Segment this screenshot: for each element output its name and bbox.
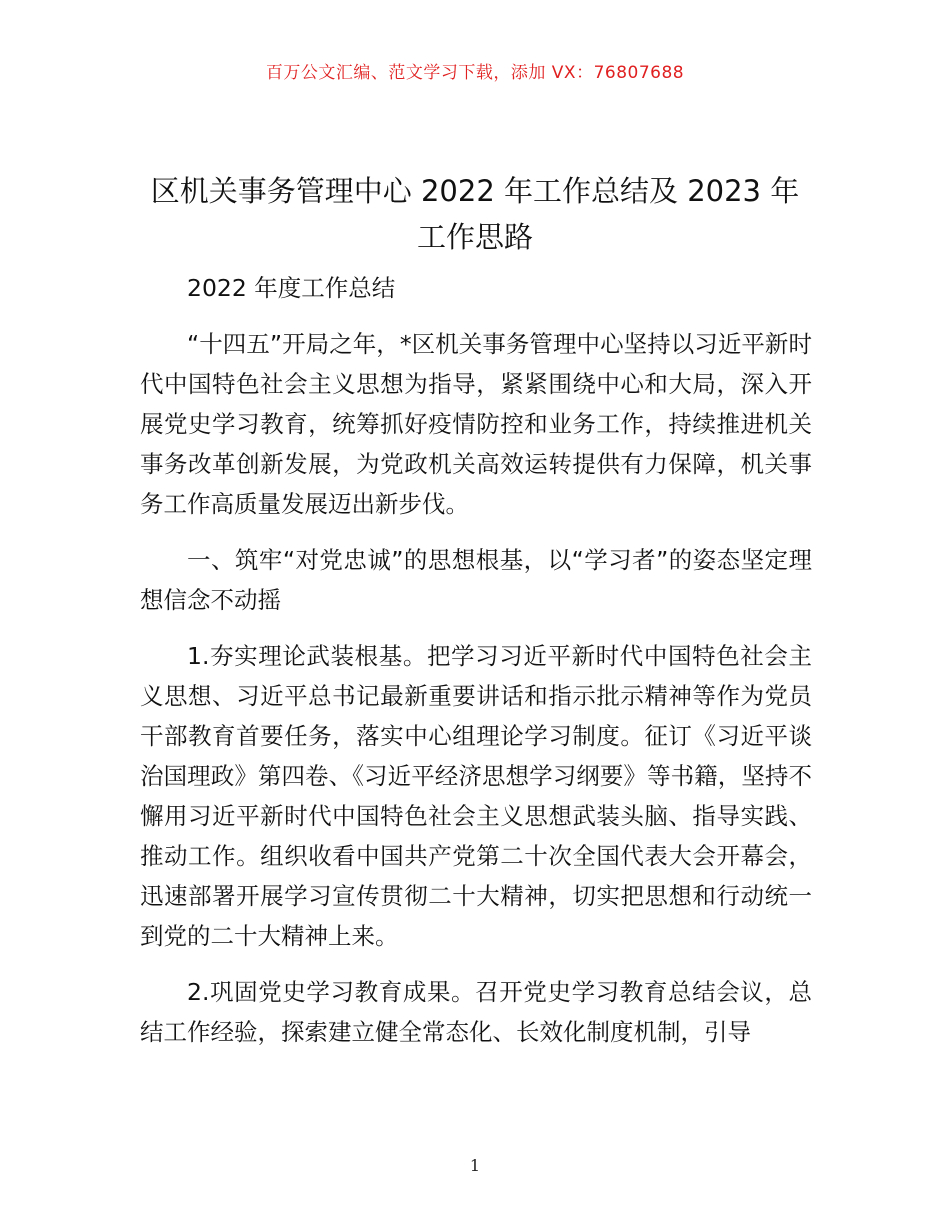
section-heading-one: 一、筑牢“对党忠诚”的思想根基，以“学习者”的姿态坚定理想信念不动摇 xyxy=(140,546,812,614)
page-number: 1 xyxy=(469,1156,481,1175)
paragraph-item-2: 2.巩固党史学习教育成果。召开党史学习教育总结会议，总结工作经验，探索建立健全常态化、长效化制度机制，引导 xyxy=(140,978,812,1046)
paragraph-item-1: 1.夯实理论武装根基。把学习习近平新时代中国特色社会主义思想、习近平总书记最新重要讲话和指示批示精神等作为党员干部教育首要任务，落实中心组理论学习制度。征订《习近平谈治国理政》第四卷、《习近平经济思想学习纲要》等书籍，坚持不懈用习近平新时代中国特色社会主义思想武装头脑、指导实践、推动工作。组织收看中国共产党第二十次全国代表大会开幕会，迅速部署开展学习宣传贯彻二十大精神，切实把思想和行动统一到党的二十大精神上来。 xyxy=(140,642,812,950)
intro-paragraph: “十四五”开局之年，*区机关事务管理中心坚持以习近平新时代中国特色社会主义思想为指导，紧紧围绕中心和大局，深入开展党史学习教育，统筹抓好疫情防控和业务工作，持续推进机关事务改革创新发展，为党政机关高效运转提供有力保障，机关事务工作高质量发展迈出新步伐。 xyxy=(140,330,812,518)
watermark-header: 百万公文汇编、范文学习下载，添加 VX：76807688 xyxy=(265,63,685,83)
document-title: 区机关事务管理中心 2022 年工作总结及 2023 年工作思路 xyxy=(150,174,800,254)
section-heading-annual-summary: 2022 年度工作总结 xyxy=(187,274,396,302)
document-body xyxy=(140,268,812,1068)
